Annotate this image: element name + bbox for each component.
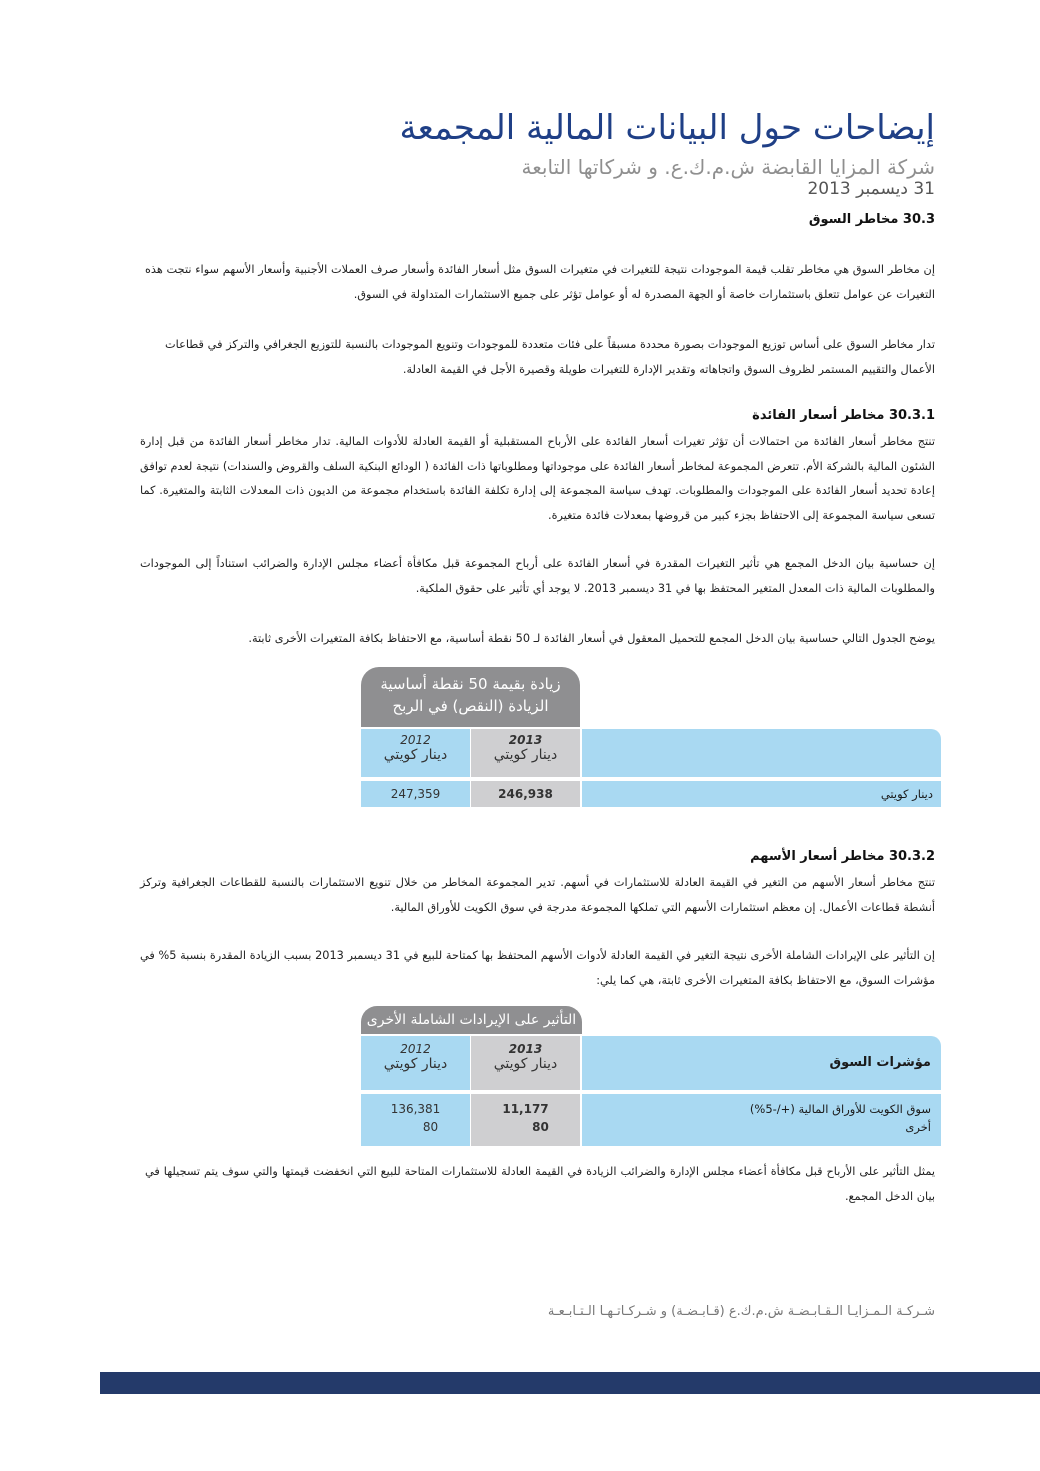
footer-bar — [100, 1372, 1040, 1394]
table1-group-header — [361, 667, 580, 727]
table2-row2-label: أخرى — [905, 1120, 931, 1134]
table2-cells-2013 — [471, 1094, 580, 1146]
equity-impact-table — [361, 1006, 941, 1146]
table1-cell-2013 — [471, 781, 580, 807]
paragraph-interest-risk-3: يوضح الجدول التالي حساسية بيان الدخل المجمع للتحميل المعقول في أسعار الفائدة لـ 50 نقطة أساسية، مع الاحتفاظ بكافة المتغيرات الأخرى ثابتة. — [248, 632, 935, 645]
closing-paragraph: يمثل التأثير على الأرباح قبل مكافأة أعضاء مجلس الإدارة والضرائب الزيادة في القيمة العادلة للاستثمارات المتاحة للبيع التي انخفضت قيمتها والتي سوف يتم تسجيلها في بيان الدخل المجمع. — [145, 1165, 935, 1203]
table1-header-line1: زيادة بقيمة 50 نقطة أساسية — [380, 675, 561, 693]
company-name: شركة المزايا القابضة ش.م.ك.ع. و شركاتها التابعة — [521, 155, 935, 179]
table2-year-2013: 2013 — [508, 1042, 543, 1056]
paragraph-equity-risk-1: تنتج مخاطر أسعار الأسهم من التغير في القيمة العادلة للاستثمارات في أسهم. تدير المجموعة المخاطر من خلال تنويع الاستثمارات بالنسبة للقطاعات الجغرافية وتركز أنشطة قطاعات الأعمال. إن معظم استثمارات الأسهم التي تملكها المجموعة مدرجة في سوق الكويت للأوراق المالية. — [140, 876, 935, 914]
table1-year-2013: 2013 — [508, 733, 543, 747]
table2-row2-2012: 80 — [422, 1120, 439, 1134]
page-title: إيضاحات حول البيانات المالية المجمعة — [399, 108, 935, 148]
table2-cells-2012 — [361, 1094, 470, 1146]
table1-value-2013: 246,938 — [498, 787, 553, 801]
table2-col-2012 — [361, 1036, 470, 1090]
footer-company: شـركـة الـمـزايـا الـقـابـضـة ش.م.ك.ع (قـابـضـة) و شـركـاتـهـا الـتـابـعـة — [547, 1304, 935, 1319]
paragraph-equity-risk-2: إن التأثير على الإيرادات الشاملة الأخرى نتيجة التغير في القيمة العادلة لأدوات الأسهم المحتفظ بها كمتاحة للبيع في 31 ديسمبر 2013 بسبب الزيادة المقدرة بنسبة 5% في مؤشرات السوق، مع الاحتفاظ بكافة المتغيرات الأخرى ثابتة، هي كما يلي: — [140, 949, 935, 987]
table2-group-header: التأثير على الإيرادات الشاملة الأخرى — [361, 1006, 582, 1034]
table1-row-label: دينار كويتي — [582, 781, 941, 807]
paragraph-market-risk-1: إن مخاطر السوق هي مخاطر تقلب قيمة الموجودات نتيجة للتغيرات في متغيرات السوق مثل أسعار الفائدة وأسعار صرف العملات الأجنبية وأسعار الأسهم سواء نتجت هذه التغيرات عن عوامل تتعلق باستثمارات خاصة أو الجهة المصدرة له أو عوامل تؤثر على جميع الاستثمارات المتداولة في السوق. — [145, 263, 935, 301]
paragraph-market-risk-2: تدار مخاطر السوق على أساس توزيع الموجودات بصورة محددة مسبقاً على فئات متعددة للموجودات وتنويع الموجودات بالنسبة للتوزيع الجغرافي والتركز في قطاعات الأعمال والتقييم المستمر لظروف السوق واتجاهاته وتقدير الإدارة للتغيرات طويلة وقصيرة الأجل في القيمة العادلة. — [165, 338, 935, 376]
table1-currency-2013: دينار كويتي — [493, 747, 558, 763]
table1-col-2012 — [361, 729, 470, 777]
table1-col-2013 — [471, 729, 580, 777]
section-heading-303: 30.3 مخاطر السوق — [808, 212, 935, 227]
table1-currency-2012: دينار كويتي — [383, 747, 448, 763]
table2-labels — [582, 1094, 941, 1146]
table2-currency-2013: دينار كويتي — [493, 1056, 558, 1072]
table2-col-2013 — [471, 1036, 580, 1090]
section-heading-3031: 30.3.1 مخاطر أسعار الفائدة — [752, 408, 935, 423]
table2-row1-label: سوق الكويت للأوراق المالية (+/-5%) — [749, 1102, 931, 1116]
interest-sensitivity-table — [361, 667, 941, 807]
table2-row2-2013: 80 — [532, 1120, 549, 1134]
table1-value-2012: 247,359 — [390, 787, 441, 801]
section-heading-3032: 30.3.2 مخاطر أسعار الأسهم — [750, 849, 935, 864]
report-date: 31 ديسمبر 2013 — [807, 179, 935, 199]
paragraph-interest-risk-1: تنتج مخاطر أسعار الفائدة من احتمالات أن تؤثر تغيرات أسعار الفائدة على الأرباح المستقبلية أو القيمة العادلة للأدوات المالية. تدار مخاطر أسعار الفائدة من قبل إدارة الشئون المالية بالشركة الأم. تتعرض المجموعة لمخاطر أسعار الفائدة على موجوداتها ومطلوباتها ذات الفائدة ( الودائع البنكية السلف والقروض والسندات) نتيجة لعدم توافق إعادة تحديد أسعار الفائدة على الموجودات والمطلوبات. تهدف سياسة المجموعة إلى إدارة تكلفة الفائدة باستخدام مجموعة من الديون ذات المعدلات الثابتة والمتغيرة. كما تسعى سياسة المجموعة إلى الاحتفاظ بجزء كبير من قروضها بمعدلات فائدة متغيرة. — [140, 435, 935, 522]
table1-header-line2: الزيادة (النقص) في الربح — [392, 697, 549, 715]
table2-row1-2012: 136,381 — [390, 1102, 441, 1116]
table1-year-2012: 2012 — [400, 733, 431, 747]
table2-currency-2012: دينار كويتي — [383, 1056, 448, 1072]
paragraph-interest-risk-2: إن حساسية بيان الدخل المجمع هي تأثير التغيرات المقدرة في أسعار الفائدة على أرباح المجموعة قبل مكافأة أعضاء مجلس الإدارة والضرائب استناداً إلى الموجودات والمطلوبات المالية ذات المعدل المتغير المحتفظ بها في 31 ديسمبر 2013. لا يوجد أي تأثير على حقوق الملكية. — [140, 557, 935, 595]
table1-label-header — [582, 729, 941, 777]
table2-row1-2013: 11,177 — [502, 1102, 549, 1116]
table2-year-2012: 2012 — [400, 1042, 431, 1056]
table2-label-header: مؤشرات السوق — [582, 1036, 941, 1090]
table1-cell-2012 — [361, 781, 470, 807]
